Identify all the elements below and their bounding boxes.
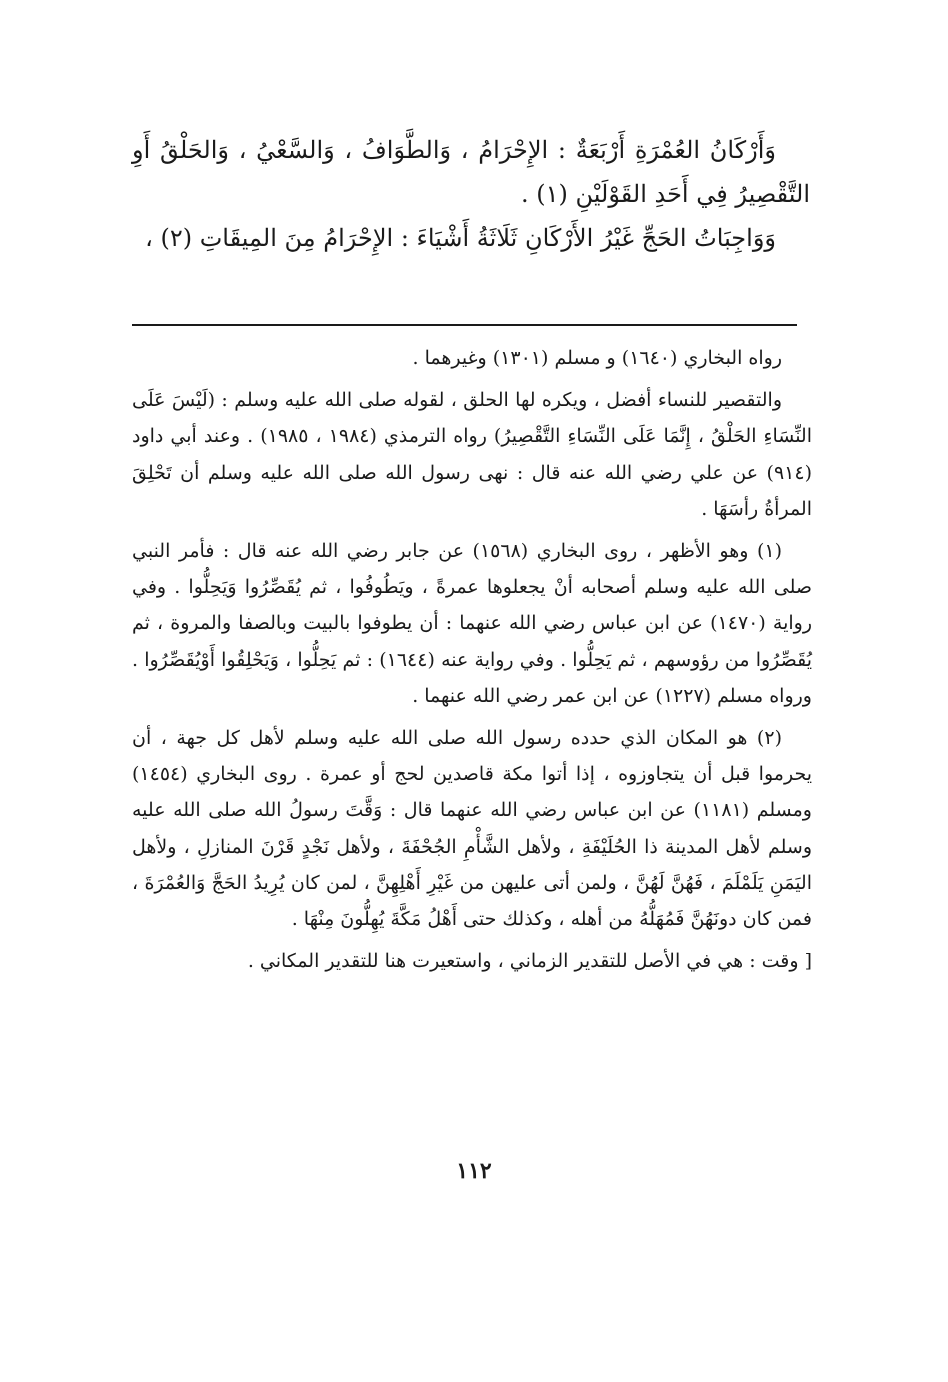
footnote-intro-source: رواه البخاري (١٦٤٠) و مسلم (١٣٠١) وغيرهما . (412, 347, 782, 369)
page-number: ١١٢ (456, 1158, 492, 1184)
footnote-separator (132, 324, 797, 326)
footnote-glossary: [ وقت : هي في الأصل للتقدير الزماني ، واستعيرت هنا للتقدير المكاني . (247, 950, 812, 973)
footnotes-block (132, 340, 812, 985)
footnote-1: (١) وهو الأظهر ، روى البخاري (١٥٦٨) عن جابر رضي الله عنه قال : فأمر النبي صلى الله عليه وسلم أصحابه أنْ يجعلوها عمرةً ، ويَطُوفُوا ، ثم يُقَصِّرُوا وَيَحِلُّوا . وفي رواية (١٤٧٠) عن ابن عباس رضي الله عنهما : أن يطوفوا بالبيت وبالصفا والمروة ، ثم يُقَصِّرُوا من رؤوسهم ، ثم يَحِلُّوا . وفي رواية عنه (١٦٤٤) : ثم يَحِلُّوا ، وَيَحْلِقُوا أَوْيُقَصِّرُوا . ورواه مسلم (١٢٢٧) عن ابن عمر رضي الله عنهما . (132, 540, 813, 707)
footnote-2: (٢) هو المكان الذي حدده رسول الله صلى الله عليه وسلم لأهل كل جهة ، أن يحرموا قبل أن يتجاوزوه ، إذا أتوا مكة قاصدين لحج أو عمرة . روى البخاري (١٤٥٤) ومسلم (١١٨١) عن ابن عباس رضي الله عنهما قال : وَقَّتَ رسولُ الله صلى الله عليه وسلم لأهل المدينة ذا الحُلَيْفَةِ ، ولأهل الشَّأْمِ الجُحْفَةَ ، ولأهل نَجْدٍ قَرْنَ المنازلِ ، ولأهل اليَمَنِ يَلَمْلَمَ ، فَهُنَّ لَهُنَّ ، ولمن أتى عليهن من غَيْرِ أَهْلِهِنَّ ، لمن كان يُرِيدُ الحَجَّ وَالعُمْرَةَ ، فمن كان دونَهُنَّ فَمُهَلُّهُ من أهله ، وكذلك حتى أَهْلُ مَكَّةَ يُهِلُّونَ مِنْهَا . (132, 727, 812, 931)
main-text-block (132, 128, 810, 260)
main-paragraph-arkan-umrah: وَأَرْكَانُ العُمْرَةِ أَرْبَعَةٌ : الإِحْرَامُ ، وَالطَّوَافُ ، وَالسَّعْيُ ، وَالحَلْقُ أَوِ التَّقْصِيرُ فِي أَحَدِ القَوْلَيْنِ (١) . (132, 136, 810, 208)
main-paragraph-wajibat-hajj: وَوَاجِبَاتُ الحَجِّ غَيْرُ الأَرْكَانِ ثَلَاثَةُ أَشْيَاءَ : الإِحْرَامُ مِنَ المِيقَاتِ (٢) ، (145, 224, 776, 252)
footnote-intro-taqsir: والتقصير للنساء أفضل ، ويكره لها الحلق ، لقوله صلى الله عليه وسلم : (لَيْسَ عَلَى النِّسَاءِ الحَلْقُ ، إِنَّمَا عَلَى النِّسَاءِ التَّقْصِيرُ) رواه الترمذي (١٩٨٤ ، ١٩٨٥) . وعند أبي داود (٩١٤) عن علي رضي الله عنه قال : نهى رسول الله صلى الله عليه وسلم أن تَحْلِقَ المرأةُ رأسَهَا . (132, 389, 813, 520)
